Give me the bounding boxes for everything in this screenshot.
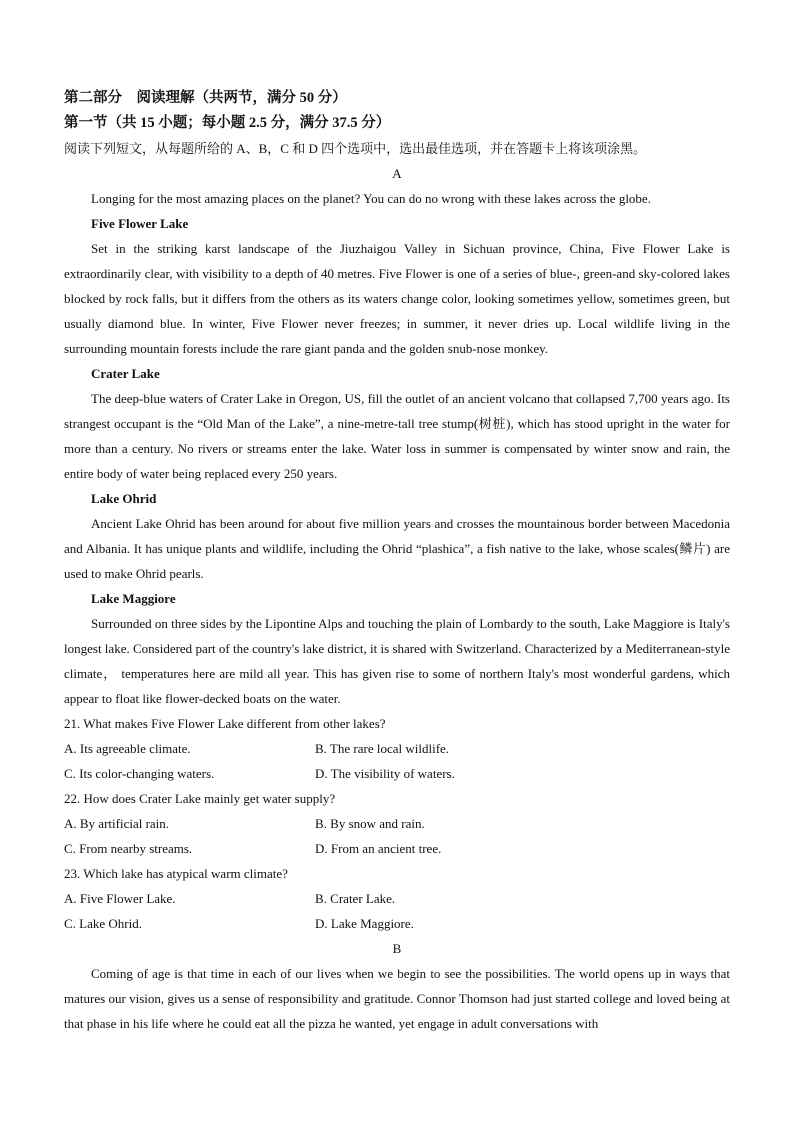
question-stem: 23. Which lake has atypical warm climate? [64,866,288,881]
instructions: 阅读下列短文，从每题所给的 A、B，C 和 D 四个选项中，选出最佳选项，并在答题卡上将该项涂黑。 [64,141,647,156]
option-a: A. Five Flower Lake. [64,891,176,906]
option-b: B. The rare local wildlife. [315,741,450,756]
passage-a-intro: Longing for the most amazing places on the planet? You can do no wrong with these lakes across the globe. [91,191,651,206]
passage-a-label: A [392,166,402,181]
passage-b-text: Coming of age is that time in each of our lives when we begin to see the possibilities. The world opens up in ways that matures our vision, gives us a sense of responsibility and gratitude. Connor Thomson had just started college and loved being at that phase in his life where he could eat all the pizza he wanted, yet engage in adult conversations with [64,966,730,1031]
option-d: D. Lake Maggiore. [315,916,414,931]
option-c: C. From nearby streams. [64,841,193,856]
lake-title-ohrid: Lake Ohrid [91,491,157,506]
option-c: C. Lake Ohrid. [64,916,142,931]
lake-title-crater: Crater Lake [91,366,160,381]
part-heading: 第二部分 阅读理解（共两节，满分 50 分） [64,90,347,106]
question-stem: 21. What makes Five Flower Lake different from other lakes? [64,716,386,731]
option-a: A. By artificial rain. [64,816,170,831]
question-22 [64,786,730,861]
lake-text-maggiore: Surrounded on three sides by the Lipontine Alps and touching the plain of Lombardy to the south, Lake Maggiore is Italy's longest lake. Considered part of the country's lake district, it is shared with Switzerland. Characterized by a Mediterranean-style climate， temperatures here are mild all year. This has given rise to some of northern Italy's most wonderful gardens, which appear to float like flower-decked boats on the water. [64,616,730,706]
lake-text-five-flower: Set in the striking karst landscape of the Jiuzhaigou Valley in Sichuan province, China, Five Flower Lake is extraordinarily clear, with visibility to a depth of 40 metres. Five Flower is one of a series of blue-, green-and sky-colored lakes blocked by rock falls, but it differs from the others as its waters change color, looking sometimes yellow, sometimes green, but usually diamond blue. In winter, Five Flower never freezes; in summer, it never dries up. Local wildlife living in the surrounding mountain forests include the rare giant panda and the golden snub-nose monkey. [64,241,730,356]
lake-title-five-flower: Five Flower Lake [91,216,189,231]
passage-b-label: B [392,941,402,956]
exam-page [64,86,730,1036]
section-heading: 第一节（共 15 小题；每小题 2.5 分，满分 37.5 分） [64,115,391,131]
option-a: A. Its agreeable climate. [64,741,191,756]
option-c: C. Its color-changing waters. [64,766,215,781]
lake-text-crater: The deep-blue waters of Crater Lake in Oregon, US, fill the outlet of an ancient volcano that collapsed 7,700 years ago. Its strangest occupant is the “Old Man of the Lake”, a nine-metre-tall tree stump(树桩), which has stood upright in the water for more than a century. No rivers or streams enter the lake. Water loss in summer is compensated by winter snow and rain, the entire body of water being replaced every 250 years. [64,391,730,481]
option-d: D. From an ancient tree. [315,841,442,856]
question-21 [64,711,730,786]
question-23 [64,861,730,936]
question-stem: 22. How does Crater Lake mainly get water supply? [64,791,336,806]
lake-title-maggiore: Lake Maggiore [91,591,176,606]
lake-text-ohrid: Ancient Lake Ohrid has been around for about five million years and crosses the mountainous border between Macedonia and Albania. It has unique plants and wildlife, including the Ohrid “plashica”, a fish native to the lake, whose scales(鳞片) are used to make Ohrid pearls. [64,516,730,581]
option-d: D. The visibility of waters. [315,766,455,781]
option-b: B. By snow and rain. [315,816,425,831]
option-b: B. Crater Lake. [315,891,396,906]
